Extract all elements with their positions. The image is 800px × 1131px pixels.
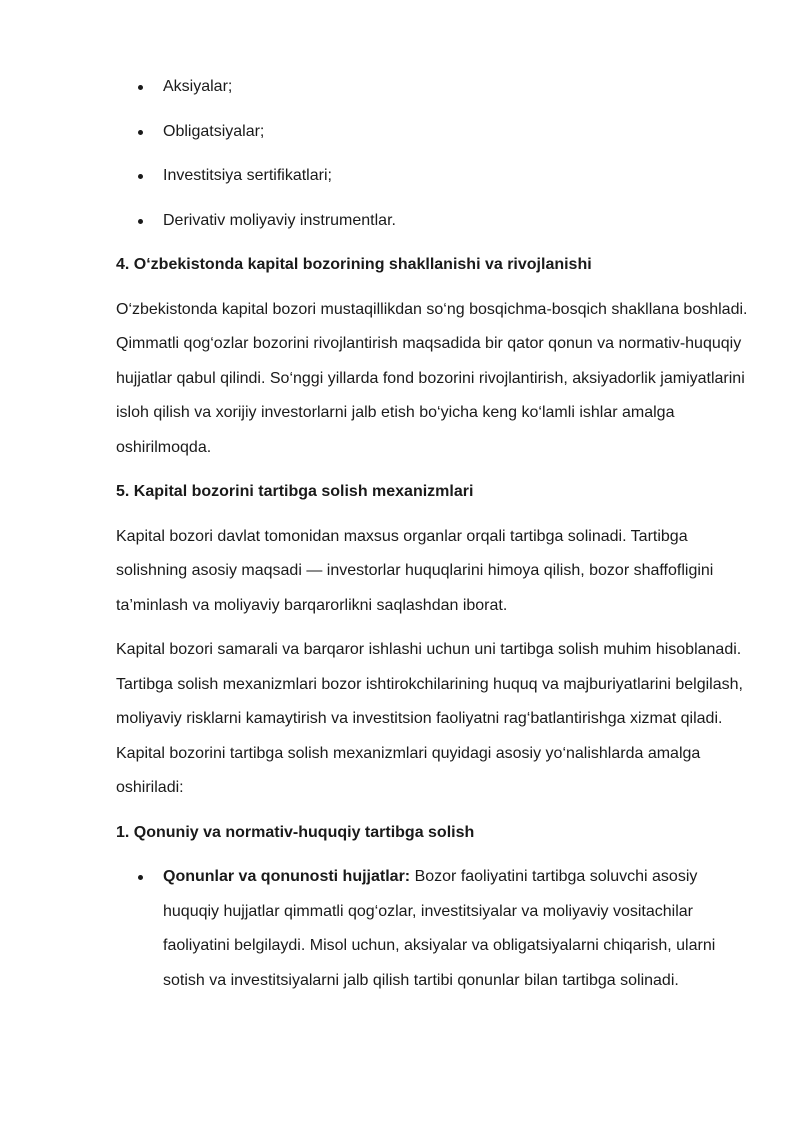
instrument-list <box>116 70 748 238</box>
list-item: Aksiyalar; <box>116 70 748 105</box>
section-4-paragraph: O‘zbekistonda kapital bozori mustaqillikdan so‘ng bosqichma-bosqich shakllana boshladi. Qimmatli qog‘ozlar bozorini rivojlantirish maqsadida bir qator qonun va normativ-huquqiy hujjatlar qabul qilindi. So‘nggi yillarda fond bozorini rivojlantirish, aksiyadorlik jamiyatlarini isloh qilish va xorijiy investorlarni jalb etish bo‘yicha keng ko‘lamli ishlar amalga oshirilmoqda. <box>116 300 748 456</box>
list-item: Investitsiya sertifikatlari; <box>116 159 748 194</box>
list-item-title: Qonunlar va qonunosti hujjatlar: <box>163 868 411 885</box>
section-5-paragraph-1: Kapital bozori davlat tomonidan maxsus organlar orqali tartibga solinadi. Tartibga solishning asosiy maqsadi — investorlar huquqlarini himoya qilish, bozor shaffofligini ta’minlash va moliyaviy barqarorlikni saqlashdan iborat. <box>116 527 714 614</box>
regulation-list <box>116 860 748 998</box>
subsection-1-heading: 1. Qonuniy va normativ-huquqiy tartibga solish <box>116 823 475 841</box>
list-item: Derivativ moliyaviy instrumentlar. <box>116 204 748 239</box>
list-item: Obligatsiyalar; <box>116 115 748 150</box>
document-body <box>116 70 748 998</box>
section-4-heading: 4. O‘zbekistonda kapital bozorining shakllanishi va rivojlanishi <box>116 256 592 273</box>
section-5-paragraph-2: Kapital bozori samarali va barqaror ishlashi uchun uni tartibga solish muhim hisoblanadi. Tartibga solish mexanizmlari bozor ishtirokchilarining huquq va majburiyatlarini belgilash, moliyaviy risklarni kamaytirish va investitsion faoliyatni rag‘batlantirishga xizmat qiladi. Kapital bozorini tartibga solish mexanizmlari quyidagi asosiy yo‘nalishlarda amalga oshiriladi: <box>116 641 743 796</box>
list-item <box>116 860 748 998</box>
section-5-heading: 5. Kapital bozorini tartibga solish mexanizmlari <box>116 483 474 500</box>
list-item-text: Bozor faoliyatini tartibga soluvchi asosiy huquqiy hujjatlar qimmatli qog‘ozlar, investitsiyalar va moliyaviy vositachilar faoliyatini belgilaydi. Misol uchun, aksiyalar va obligatsiyalarni chiqarish, ularni sotish va investitsiyalarni jalb qilish tartibi qonunlar bilan tartibga solinadi. <box>163 868 716 989</box>
